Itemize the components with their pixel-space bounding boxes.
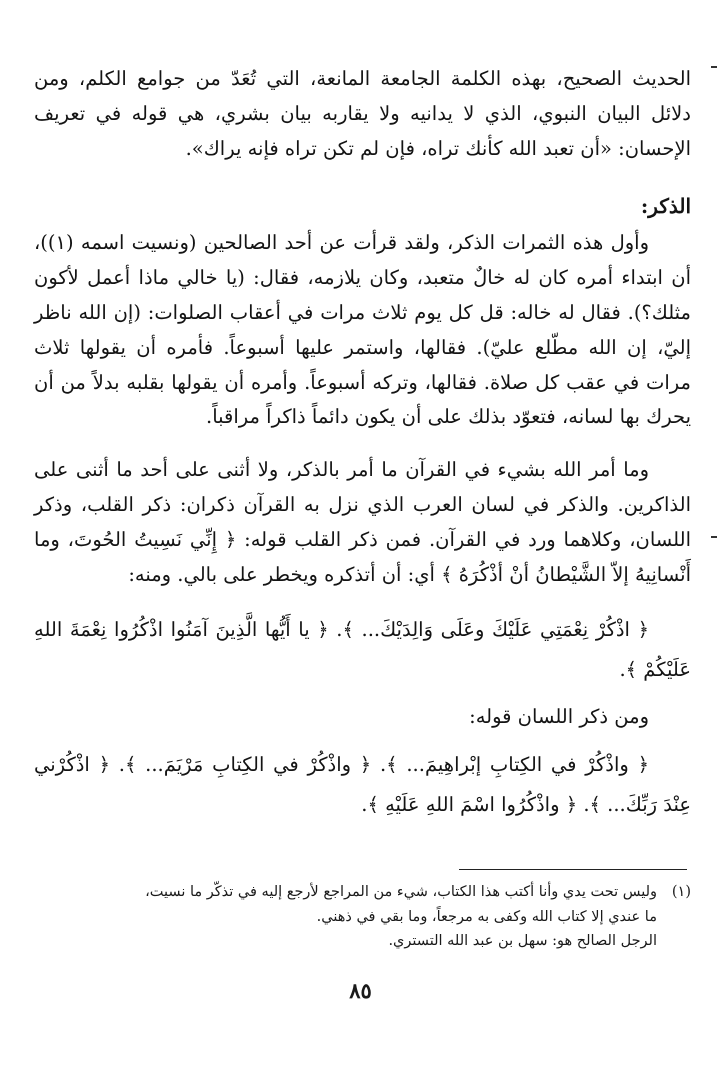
footnote-divider <box>459 869 687 870</box>
footnote-line: الرجل الصالح هو: سهل بن عبد الله التستري. <box>388 933 657 949</box>
footnote-text: وليس تحت يدي وأنا أكتب هذا الكتاب، شيء من المراجع لأرجع إليه في تذكّر ما نسيت، <box>145 884 657 900</box>
spacer <box>34 690 691 700</box>
spacer <box>34 166 691 176</box>
footnote-line <box>34 880 691 905</box>
tongue-intro: ومن ذكر اللسان قوله: <box>469 705 649 729</box>
spacer <box>34 735 691 745</box>
scan-edge-mark <box>711 66 717 68</box>
scan-edge-mark <box>711 536 717 538</box>
main-text <box>34 62 691 825</box>
verse-block-tongue: ﴿ واذْكُرْ في الكِتابِ إبْراهِيمَ... ﴾. ﴿ واذْكُرْ في الكِتابِ مَرْيَمَ... ﴾. ﴿ اذْكُرْني عِنْدَ رَبِّكَ... ﴾. ﴿ واذْكُرُوا اسْمَ اللهِ عَلَيْهِ ﴾. <box>34 753 691 817</box>
footnotes <box>34 880 691 954</box>
footnote-line: ما عندي إلا كتاب الله وكفى به مرجعاً، وما بقي في ذهني. <box>316 908 657 925</box>
verse-block-heart: ﴿ اذْكُرْ نِعْمَتِي عَلَيْكَ وعَلَى وَالِدَيْكَ... ﴾. ﴿ يا أَيُّها الَّذِينَ آمَنُوا اذْكُرُوا نِعْمَةَ اللهِ عَلَيْكُمْ ﴾. <box>34 618 691 682</box>
spacer <box>34 435 691 453</box>
spacer <box>34 592 691 610</box>
section-heading: الذكر: <box>640 194 691 219</box>
footnote-marker: (١) <box>671 884 691 900</box>
story-paragraph: وأول هذه الثمرات الذكر، ولقد قرأت عن أحد الصالحين (ونسيت اسمه (١))، أن ابتداء أمره كان له خالٌ متعبد، وكان يلازمه، فقال: (يا خالي ماذا أعمل لأكون مثلك؟). فقال له خاله: قل كل يوم ثلاث مرات في أعقاب الصلوات: (إن الله ناظر إليّ، إن الله مطّلع عليّ). فقالها، واستمر عليها أسبوعاً. فأمره أن يقولها ثلاث مرات في عقب كل صلاة. فقالها، وتركه أسبوعاً. وأمره أن يقولها بقلبه بدلاً من أن يحرك بها لسانه، فتعوّد بذلك على أن يكون دائماً ذاكراً مراقباً. <box>34 231 691 429</box>
quran-paragraph: وما أمر الله بشيء في القرآن ما أمر بالذكر، ولا أثنى على أحد ما أثنى على الذاكرين. والذكر في لسان العرب الذي نزل به القرآن ذكران: ذكر القلب، وذكر اللسان، وكلاهما ورد في القرآن. فمن ذكر القلب قوله: ﴿ إِنِّي نَسِيتُ الحُوتَ، وما أَنْسانِيهُ إلاّ الشَّيْطانُ أنْ أذْكُرَهُ ﴾ أي: أن أتذكره ويخطر على بالي. ومنه: <box>34 458 691 586</box>
page-number: ٨٥ <box>349 978 372 1003</box>
intro-paragraph: الحديث الصحيح، بهذه الكلمة الجامعة المانعة، التي تُعَدّ من جوامع الكلم، ومن دلائل البيان النبوي، الذي لا يدانيه ولا يقاربه بيان بشري، هي قوله في تعريف الإحسان: «أن تعبد الله كأنك تراه، فإن لم تكن تراه فإنه يراك». <box>34 67 691 160</box>
